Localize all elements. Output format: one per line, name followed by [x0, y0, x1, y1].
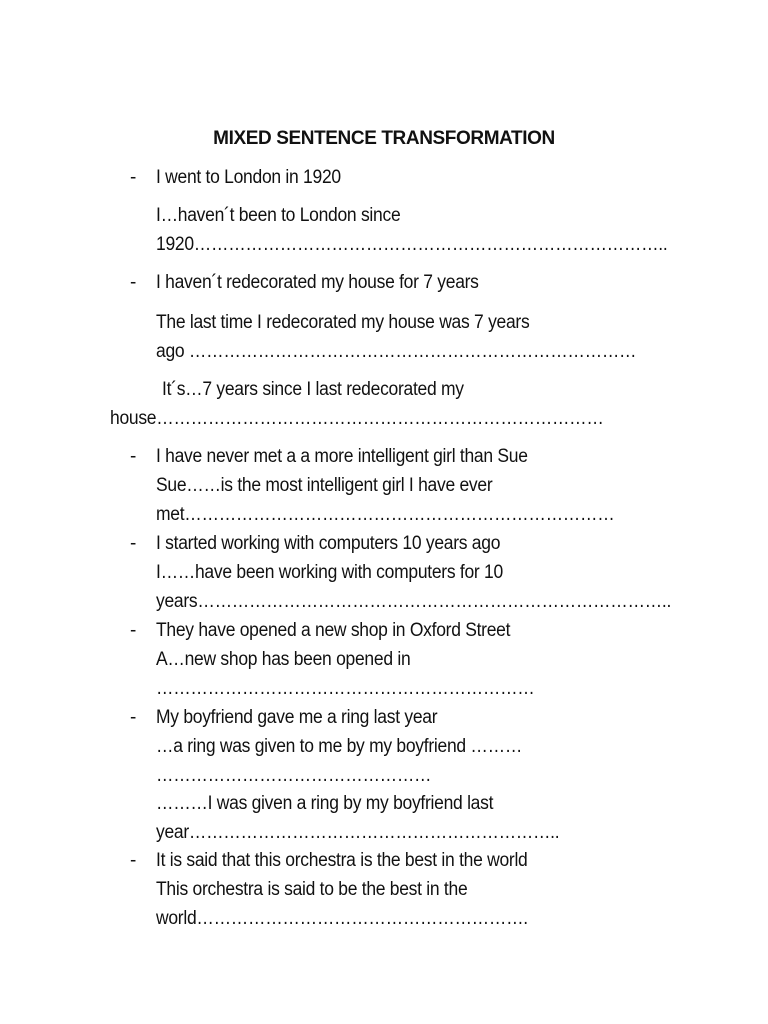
sentence-line: I haven´t redecorated my house for 7 years	[156, 272, 479, 293]
answer-line: I…haven´t been to London since	[156, 205, 401, 226]
answer-line: year………………………………………………………..	[156, 822, 560, 843]
bullet-dash: -	[130, 850, 137, 871]
bullet-dash: -	[130, 707, 137, 728]
worksheet-title: MIXED SENTENCE TRANSFORMATION	[213, 128, 555, 149]
answer-line: ago ……………………………………………………………………	[156, 341, 637, 362]
bullet-dash: -	[130, 446, 137, 467]
answer-line: …………………………………………	[156, 765, 432, 786]
sentence-line: It is said that this orchestra is the best in the world	[156, 850, 528, 871]
sentence-line: I have never met a a more intelligent girl than Sue	[156, 446, 528, 467]
answer-line: 1920………………………………………………………………………..	[156, 234, 668, 255]
sentence-line: They have opened a new shop in Oxford Street	[156, 620, 511, 641]
answer-line: world………………………………………………….	[156, 908, 528, 929]
sentence-line: I went to London in 1920	[156, 167, 341, 188]
answer-line: …a ring was given to me by my boyfriend ………	[156, 736, 523, 757]
answer-line: met…………………………………………………………………	[156, 504, 615, 525]
answer-line: It´s…7 years since I last redecorated my	[162, 379, 464, 400]
bullet-dash: -	[130, 167, 137, 188]
answer-line: years………………………………………………………………………..	[156, 591, 672, 612]
bullet-dash: -	[130, 533, 137, 554]
answer-line: house……………………………………………………………………	[110, 408, 604, 429]
answer-line: Sue……is the most intelligent girl I have ever	[156, 475, 493, 496]
bullet-dash: -	[130, 620, 137, 641]
bullet-dash: -	[130, 272, 137, 293]
answer-line: I……have been working with computers for 10	[156, 562, 503, 583]
answer-line: This orchestra is said to be the best in the	[156, 879, 468, 900]
answer-line: ………I was given a ring by my boyfriend last	[156, 793, 494, 814]
answer-line: …………………………………………………………	[156, 678, 535, 699]
answer-line: The last time I redecorated my house was 7 years	[156, 312, 530, 333]
answer-line: A…new shop has been opened in	[156, 649, 411, 670]
sentence-line: My boyfriend gave me a ring last year	[156, 707, 438, 728]
sentence-line: I started working with computers 10 years ago	[156, 533, 501, 554]
